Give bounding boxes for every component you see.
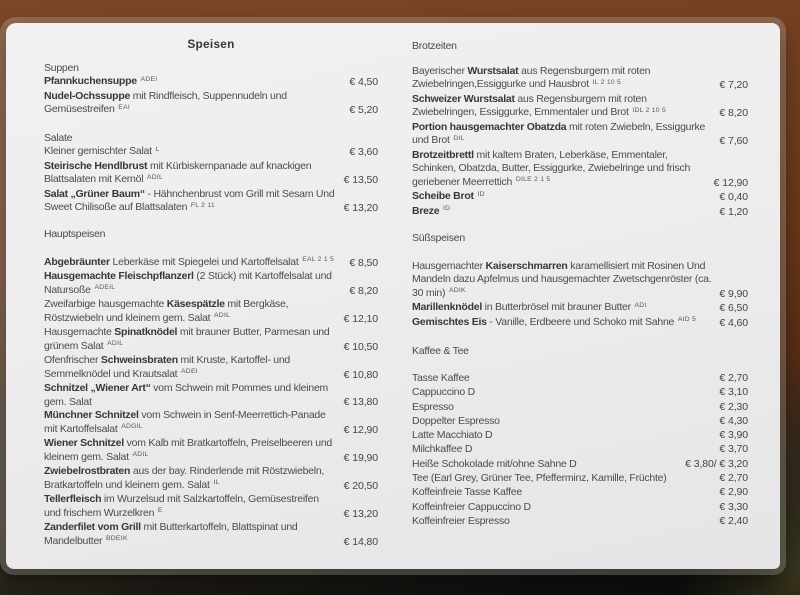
menu-item-name: Hausgemachte Fleischpflanzerl <box>44 270 194 282</box>
menu-item-description <box>44 75 349 90</box>
menu-item-price: € 9,90 <box>719 287 748 300</box>
menu-section <box>44 228 378 549</box>
menu-item-price: € 19,90 <box>343 451 378 464</box>
allergen-code: ADI <box>634 301 647 309</box>
menu-item-name: Tellerfleisch <box>44 493 102 505</box>
menu-item-price: € 10,80 <box>343 368 378 381</box>
menu-item-description: Espresso <box>412 400 454 413</box>
menu-item-description: Brotzeitbrettl mit kaltem Braten, Leberkäse, Emmentaler, Schinken, Obatzda, Butter, Essiggurke, Zwiebelringe und frisch geriebener Meerrettich $^{DILE 2 1 5}$ <box>412 148 691 188</box>
allergen-code: ADEIL <box>94 284 116 292</box>
menu-item-price: € 4,50 <box>349 76 378 88</box>
menu-item <box>44 493 378 521</box>
menu-column-left <box>44 38 378 549</box>
menu-item <box>44 465 378 493</box>
menu-item-price: € 3,10 <box>719 386 748 399</box>
menu-item-description: Ofenfrischer Schweinsbraten mit Kruste, Kartoffel- und Semmelknödel und Krautsalat $^{ADEI}$ <box>44 354 290 380</box>
menu-item-price: € 3,70 <box>719 443 748 456</box>
menu-item-description: Kleiner gemischter Salat $^L$ <box>44 145 160 157</box>
menu-item <box>44 409 378 437</box>
allergen-code: EAI <box>118 103 131 111</box>
menu-item-price: € 12,10 <box>343 312 378 325</box>
menu-item-price: € 2,70 <box>719 472 748 485</box>
menu-item-name: Spinatknödel <box>114 326 178 338</box>
menu-item-description: Tasse Kaffee <box>412 372 470 384</box>
menu-item <box>412 515 748 529</box>
menu-item <box>44 160 378 188</box>
menu-item-description: Koffeinfreier Espresso <box>412 514 510 527</box>
menu-sections-left <box>44 62 378 550</box>
menu-item <box>44 188 378 216</box>
menu-item <box>44 256 378 271</box>
menu-column-right <box>412 40 748 529</box>
menu-item-description: Schnitzel „Wiener Art“ vom Schwein mit Pommes und kleinem gem. Salat <box>44 382 329 408</box>
menu-item-name: Zwiebelrostbraten <box>44 465 131 477</box>
menu-section <box>412 345 748 528</box>
menu-item <box>44 298 378 326</box>
menu-item-price: € 13,50 <box>343 174 378 186</box>
menu-item-name: Schnitzel „Wiener Art“ <box>44 382 151 394</box>
menu-item <box>412 205 748 220</box>
menu-item-price: € 6,50 <box>719 302 748 314</box>
menu-item-description: Heiße Schokolade mit/ohne Sahne D <box>412 457 577 470</box>
menu-section <box>44 132 378 216</box>
menu-item-description: Salat „Grüner Baum“ - Hähnchenbrust vom Grill mit Sesam Und Sweet Chilisoße auf Blattsalaten $^{FL 2 11}$ <box>44 187 335 213</box>
menu-item-description: Marillenknödel in Butterbrösel mit brauner Butter $^{ADI}$ <box>412 301 647 313</box>
menu-item-price: € 14,80 <box>343 535 378 548</box>
section-label: Suppen <box>44 61 79 74</box>
menu-item-name: Nudel-Ochssuppe <box>44 89 131 102</box>
allergen-code: ADIL <box>214 312 231 320</box>
allergen-code: DILE 2 1 5 <box>515 176 551 184</box>
menu-item-description: Gemischtes Eis - Vanille, Erdbeere und Schoko mit Sahne $^{AID 5}$ <box>412 315 697 328</box>
menu-item-price: € 8,20 <box>349 284 378 297</box>
allergen-code: L <box>155 145 160 153</box>
menu-item-description: Milchkaffee D <box>412 443 473 456</box>
allergen-code: ADIL <box>132 451 149 459</box>
menu-item <box>44 437 378 465</box>
menu-item-name: Scheibe Brot <box>412 190 474 202</box>
menu-item <box>412 149 748 191</box>
menu-item-description: Hausgemachte Spinatknödel mit brauner Butter, Parmesan und grünem Salat $^{ADIL}$ <box>44 326 330 352</box>
allergen-code: ID <box>443 205 451 213</box>
allergen-code: AID 5 <box>677 316 697 324</box>
menu-item-description: Wiener Schnitzel vom Kalb mit Bratkartoffeln, Preiselbeeren und kleinem gem. Salat $^{ADIL}$ <box>44 437 333 463</box>
menu-item <box>412 472 748 486</box>
menu-item <box>412 486 748 500</box>
menu-item-description: Bayerischer Wurstsalat aus Regensburgern mit roten Zwiebelringen,Essiggurke und Hausbrot $^{IL 2 10 5}$ <box>412 64 651 90</box>
section-label: Kaffee & Tee <box>412 345 469 357</box>
menu-item-description: Zweifarbige hausgemachte Käsespätzle mit Bergkäse, Röstzwiebeln und kleinem gem. Salat $^{ADIL}$ <box>44 298 289 324</box>
menu-item-description: Tellerfleisch im Wurzelsud mit Salzkartoffeln, Gemüsestreifen und frischem Wurzelkren $^E$ <box>44 493 319 519</box>
menu-item-price: € 13,80 <box>343 395 378 408</box>
menu-item <box>44 354 378 382</box>
menu-item-name: Zanderfilet vom Grill <box>44 521 141 533</box>
menu-item-description: Cappuccino D <box>412 386 475 399</box>
menu-item-description: Hausgemachte Fleischpflanzerl (2 Stück) mit Kartoffelsalat und Natursoße $^{ADEIL}$ <box>44 270 332 296</box>
menu-item-description: Koffeinfreie Tasse Kaffee <box>412 486 522 499</box>
menu-item-description: Latte Macchiato D <box>412 429 493 442</box>
menu-item-price: € 3,30 <box>719 500 748 513</box>
menu-item-description: Hausgemachter Kaiserschmarren karamellisiert mit Rosinen Und Mandeln dazu Apfelmus und hausgemachter Zwetschgenröster (ca. 30 min) $^{ADIK}$ <box>412 259 712 299</box>
allergen-code: EAL 2 1 5 <box>302 256 335 264</box>
menu-item-name: Wurstsalat <box>467 64 519 77</box>
menu-item-price: € 7,20 <box>719 79 748 91</box>
menu-item-price: € 2,70 <box>719 372 748 384</box>
allergen-code: ADIK <box>448 287 466 295</box>
menu-item <box>412 443 748 457</box>
menu-item-name: Salat „Grüner Baum“ <box>44 187 145 200</box>
menu-item-description: Zwiebelrostbraten aus der bay. Rinderlende mit Röstzwiebeln, Bratkartoffeln und kleinem gem. Salat $^{IL}$ <box>44 465 325 491</box>
allergen-code: DIL <box>453 134 465 142</box>
menu-item-price: € 3,60 <box>349 146 378 158</box>
menu-item-price: € 12,90 <box>343 423 378 436</box>
menu-item <box>412 415 748 429</box>
menu-item <box>44 75 378 90</box>
menu-item-price: € 4,60 <box>719 316 748 329</box>
menu-item <box>44 382 378 409</box>
menu-item <box>44 326 378 354</box>
menu-item-price: € 7,60 <box>719 135 748 147</box>
menu-item-price: € 0,40 <box>719 191 748 203</box>
section-label: Brotzeiten <box>412 40 457 52</box>
allergen-code: ID <box>477 190 485 198</box>
menu-item-name: Schweizer Wurstsalat <box>412 92 515 105</box>
allergen-code: ADIL <box>146 173 164 181</box>
menu-item-description: Schweizer Wurstsalat aus Regensburgern mit roten Zwiebelringen, Essiggurke, Emmentaler und Brot $^{IDL 2 10 5}$ <box>412 92 666 118</box>
allergen-code: ADEI <box>140 75 158 83</box>
menu-item-price: € 12,90 <box>713 176 748 189</box>
menu-item-price: € 3,80/ € 3,20 <box>685 457 748 470</box>
menu-item <box>412 65 748 93</box>
menu-item-description: Tee (Earl Grey, Grüner Tee, Pfefferminz, Kamille, Früchte) <box>412 472 667 485</box>
menu-item-name: Abgebräunter <box>44 255 110 268</box>
menu-item <box>44 270 378 298</box>
menu-item-description: Doppelter Espresso <box>412 414 500 427</box>
menu-item-name: Pfannkuchensuppe <box>44 75 137 87</box>
menu-item-description: Portion hausgemachter Obatzda mit roten Zwiebeln, Essiggurke und Brot $^{DIL}$ <box>412 120 706 146</box>
menu-item-price: € 2,30 <box>719 400 748 413</box>
allergen-code: BDEIK <box>105 535 128 543</box>
menu-item <box>412 372 748 386</box>
menu-item-price: € 3,90 <box>719 429 748 442</box>
allergen-code: E <box>157 507 163 515</box>
section-label: Salate <box>44 131 73 144</box>
menu-item-price: € 13,20 <box>343 202 378 214</box>
allergen-code: ADGIL <box>121 423 143 431</box>
menu-title: Speisen <box>187 37 235 51</box>
menu-item-description: Abgebräunter Leberkäse mit Spiegelei und Kartoffelsalat $^{EAL 2 1 5}$ <box>44 255 335 268</box>
menu-item <box>412 190 748 205</box>
menu-section <box>412 232 748 330</box>
menu-item-price: € 20,50 <box>343 479 378 492</box>
menu-item-description: Steirische Hendlbrust mit Kürbiskernpanade auf knackigen Blattsalaten mit Kernöl $^{ADIL}$ <box>44 159 312 185</box>
allergen-code: IL 2 10 5 <box>592 78 622 86</box>
menu-sections-right <box>412 40 748 528</box>
menu-item <box>412 429 748 443</box>
menu-item-description: Koffeinfreier Cappuccino D <box>412 500 531 513</box>
menu-item-price: € 8,50 <box>349 256 378 269</box>
allergen-code: IDL 2 10 5 <box>632 106 666 114</box>
menu-item-price: € 2,90 <box>719 486 748 499</box>
menu-item-name: Kaiserschmarren <box>485 259 568 272</box>
menu-item-name: Brotzeitbrettl <box>412 148 474 161</box>
menu-item-name: Breze <box>412 204 440 217</box>
menu-item-name: Marillenknödel <box>412 301 483 313</box>
menu-item-name: Steirische Hendlbrust <box>44 159 148 172</box>
menu-item <box>412 458 748 472</box>
menu-item <box>412 121 748 149</box>
menu-item <box>412 93 748 121</box>
allergen-code: ADEI <box>181 368 198 376</box>
menu-item-name: Portion hausgemachter Obatzda <box>412 120 567 133</box>
menu-item <box>412 501 748 515</box>
menu-item-price: € 5,20 <box>349 104 378 116</box>
allergen-code: ADIL <box>107 340 124 348</box>
menu-item-description: Zanderfilet vom Grill mit Butterkartoffeln, Blattspinat und Mandelbutter $^{BDEIK}$ <box>44 521 298 547</box>
menu-item-price: € 8,20 <box>719 107 748 119</box>
menu-item <box>412 301 748 316</box>
menu-item-name: Wiener Schnitzel <box>44 437 124 449</box>
menu-item-price: € 13,20 <box>343 507 378 520</box>
menu-item <box>44 145 378 160</box>
menu-item <box>44 521 378 549</box>
menu-item-name: Gemischtes Eis <box>412 315 487 328</box>
menu-section <box>44 62 378 118</box>
section-label: Süßspeisen <box>412 232 465 244</box>
menu-section <box>412 40 748 219</box>
menu-item-description <box>412 205 719 220</box>
menu-item <box>44 90 378 118</box>
menu-item-description: Münchner Schnitzel vom Schwein in Senf-Meerrettich-Panade mit Kartoffelsalat $^{ADGIL}$ <box>44 409 326 435</box>
menu-item <box>412 316 748 331</box>
menu-item <box>412 260 748 302</box>
menu-item <box>412 386 748 400</box>
menu-item-price: € 4,30 <box>719 414 748 427</box>
menu-item-price: € 10,50 <box>343 340 378 353</box>
menu-item-name: Käsespätzle <box>166 298 225 310</box>
menu-item-price: € 2,40 <box>719 514 748 527</box>
allergen-code: FL 2 11 <box>190 201 215 209</box>
menu-item-name: Münchner Schnitzel <box>44 409 139 421</box>
menu-item <box>412 401 748 415</box>
menu-page <box>6 23 780 569</box>
menu-item-description: Nudel-Ochssuppe mit Rindfleisch, Suppennudeln und Gemüsestreifen $^{EAI}$ <box>44 89 287 115</box>
allergen-code: IL <box>213 479 220 487</box>
menu-item-name: Schweinsbraten <box>100 354 178 366</box>
section-label: Hauptspeisen <box>44 228 106 240</box>
menu-item-price: € 1,20 <box>719 205 748 218</box>
menu-item-description <box>412 190 719 205</box>
